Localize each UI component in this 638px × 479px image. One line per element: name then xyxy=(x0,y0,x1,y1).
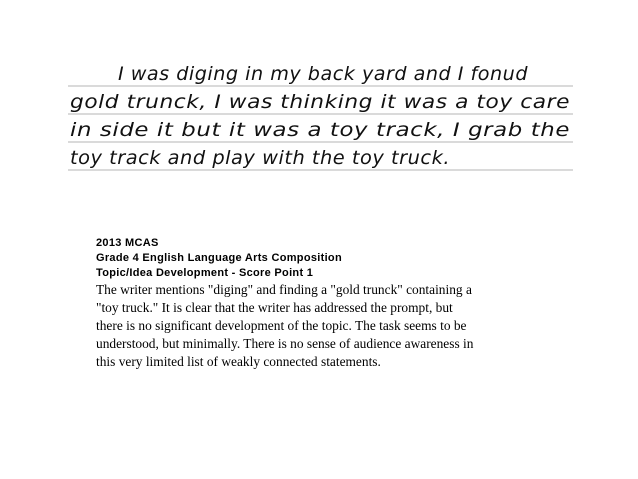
handwriting-line-1: I was diging in my back yard and I fonud xyxy=(118,63,529,85)
caption-body-line-4: understood, but minimally. There is no sense of audience awareness in xyxy=(96,336,474,351)
caption-body-line-1: The writer mentions "diging" and finding a "gold trunck" containing a xyxy=(96,282,472,297)
handwriting-line-4: toy track and play with the toy truck. xyxy=(70,147,450,169)
handwriting-sample xyxy=(68,50,573,174)
handwriting-svg xyxy=(68,50,573,174)
handwriting-line-3: in side it but it was a toy track, I grab the xyxy=(70,119,570,141)
caption-body-line-2: "toy truck." It is clear that the writer has addressed the prompt, but xyxy=(96,300,453,315)
caption-year: 2013 MCAS xyxy=(96,237,159,249)
handwriting-line-2: gold trunck, I was thinking it was a toy care xyxy=(70,91,570,113)
caption-body-line-3: there is no significant development of the topic. The task seems to be xyxy=(96,318,467,333)
caption-subject: Grade 4 English Language Arts Composition xyxy=(96,252,342,264)
caption-score: Topic/Idea Development - Score Point 1 xyxy=(96,267,314,279)
caption-body-line-5: this very limited list of weakly connected statements. xyxy=(96,354,381,369)
caption-block xyxy=(96,236,536,371)
